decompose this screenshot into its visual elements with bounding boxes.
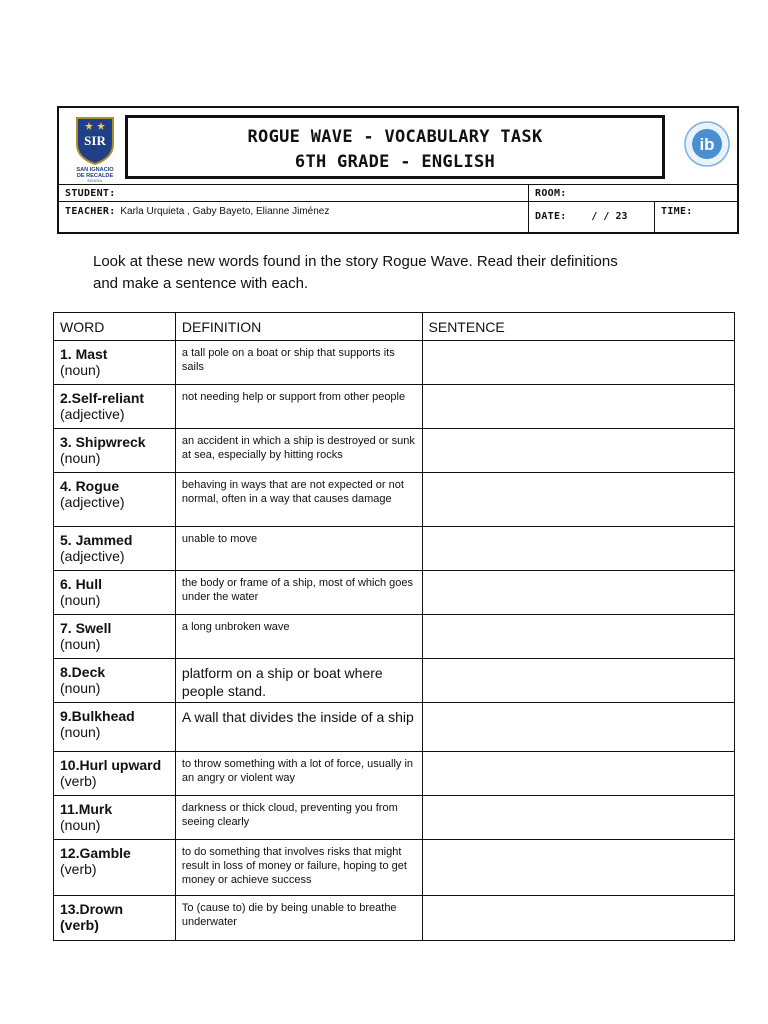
sentence-cell[interactable] <box>422 659 734 703</box>
vocab-word: 4. Rogue <box>60 478 120 494</box>
sentence-cell[interactable] <box>422 896 734 941</box>
student-row <box>59 184 737 202</box>
table-row <box>54 571 735 615</box>
vocab-word: 2.Self-reliant <box>60 390 145 406</box>
part-of-speech: (adjective) <box>60 494 125 510</box>
definition-cell: a tall pole on a boat or ship that supports its sails <box>175 341 422 385</box>
table-row <box>54 615 735 659</box>
svg-text:SCHOOL: SCHOOL <box>87 179 103 183</box>
word-cell <box>54 752 176 796</box>
table-row <box>54 796 735 840</box>
definition-cell: to throw something with a lot of force, usually in an angry or violent way <box>175 752 422 796</box>
part-of-speech: (verb) <box>60 861 97 877</box>
part-of-speech: (adjective) <box>60 548 125 564</box>
word-cell <box>54 385 176 429</box>
definition-cell: behaving in ways that are not expected or not normal, often in a way that causes damage <box>175 473 422 527</box>
definition-cell: platform on a ship or boat where people stand. <box>175 659 422 703</box>
part-of-speech: (noun) <box>60 362 101 378</box>
teacher-field <box>59 202 529 233</box>
definition-cell: a long unbroken wave <box>175 615 422 659</box>
sentence-cell[interactable] <box>422 703 734 752</box>
worksheet-header <box>57 106 739 234</box>
vocabulary-table <box>53 312 735 941</box>
vocab-word: 12.Gamble <box>60 845 131 861</box>
definition-cell: to do something that involves risks that might result in loss of money or failure, hoping to get money or achieve success <box>175 840 422 896</box>
word-cell <box>54 840 176 896</box>
sentence-cell[interactable] <box>422 473 734 527</box>
definition-cell: an accident in which a ship is destroyed or sunk at sea, especially by hitting rocks <box>175 429 422 473</box>
word-cell <box>54 896 176 941</box>
vocab-word: 7. Swell <box>60 620 112 636</box>
ib-logo <box>683 120 731 168</box>
word-cell <box>54 615 176 659</box>
part-of-speech: (noun) <box>60 680 101 696</box>
vocab-word: 9.Bulkhead <box>60 708 135 724</box>
room-field[interactable] <box>529 185 737 202</box>
table-row <box>54 527 735 571</box>
word-cell <box>54 527 176 571</box>
vocab-word: 11.Murk <box>60 801 113 817</box>
time-label: TIME: <box>661 206 693 217</box>
part-of-speech: (noun) <box>60 817 101 833</box>
header-word: WORD <box>54 313 176 341</box>
table-row <box>54 473 735 527</box>
page-subtitle: 6TH GRADE - ENGLISH <box>294 152 496 172</box>
part-of-speech: (noun) <box>60 592 101 608</box>
table-row <box>54 385 735 429</box>
vocab-word: 6. Hull <box>60 576 103 592</box>
table-header-row <box>54 313 735 341</box>
part-of-speech: (verb) <box>60 773 97 789</box>
vocab-word: 10.Hurl upward <box>60 757 162 773</box>
sentence-cell[interactable] <box>422 527 734 571</box>
table-row <box>54 429 735 473</box>
part-of-speech: (noun) <box>60 636 101 652</box>
word-cell <box>54 571 176 615</box>
word-cell <box>54 341 176 385</box>
definition-cell: unable to move <box>175 527 422 571</box>
header-definition: DEFINITION <box>175 313 422 341</box>
sentence-cell[interactable] <box>422 341 734 385</box>
vocab-word: 5. Jammed <box>60 532 133 548</box>
sentence-cell[interactable] <box>422 385 734 429</box>
date-field[interactable] <box>529 202 655 233</box>
sentence-cell[interactable] <box>422 796 734 840</box>
teacher-label: TEACHER: <box>65 206 116 217</box>
part-of-speech: (noun) <box>60 724 101 740</box>
header-sentence: SENTENCE <box>422 313 734 341</box>
vocab-word: 3. Shipwreck <box>60 434 146 450</box>
definition-cell: darkness or thick cloud, preventing you from seeing clearly <box>175 796 422 840</box>
svg-text:SIR: SIR <box>84 133 106 148</box>
school-crest-logo <box>65 114 125 184</box>
word-cell <box>54 796 176 840</box>
definition-cell: the body or frame of a ship, most of which goes under the water <box>175 571 422 615</box>
room-label: ROOM: <box>535 188 567 199</box>
table-row <box>54 703 735 752</box>
table-row <box>54 752 735 796</box>
table-row <box>54 659 735 703</box>
teacher-row <box>59 201 737 233</box>
student-field[interactable] <box>59 185 529 202</box>
vocab-word: 1. Mast <box>60 346 108 362</box>
svg-text:DE RECALDE: DE RECALDE <box>76 173 114 179</box>
date-label: DATE: <box>535 211 567 222</box>
word-cell <box>54 659 176 703</box>
word-cell <box>54 429 176 473</box>
date-value: / / 23 <box>591 211 628 222</box>
page-title: ROGUE WAVE - VOCABULARY TASK <box>247 127 543 147</box>
sentence-cell[interactable] <box>422 752 734 796</box>
instructions: Look at these new words found in the story Rogue Wave. Read their definitions and make a sentence with each. <box>93 253 618 292</box>
part-of-speech: (adjective) <box>60 406 125 422</box>
word-cell <box>54 703 176 752</box>
sentence-cell[interactable] <box>422 615 734 659</box>
title-box <box>125 115 665 179</box>
part-of-speech: (verb) <box>60 917 99 933</box>
definition-cell: To (cause to) die by being unable to breathe underwater <box>175 896 422 941</box>
svg-text:SAN IGNACIO: SAN IGNACIO <box>76 167 114 173</box>
part-of-speech: (noun) <box>60 450 101 466</box>
student-label: STUDENT: <box>65 188 116 199</box>
table-row <box>54 840 735 896</box>
time-field[interactable] <box>655 202 737 233</box>
definition-cell: A wall that divides the inside of a ship <box>175 703 422 752</box>
definition-cell: not needing help or support from other people <box>175 385 422 429</box>
sentence-cell[interactable] <box>422 571 734 615</box>
sentence-cell[interactable] <box>422 840 734 896</box>
table-row <box>54 341 735 385</box>
vocab-word: 13.Drown <box>60 901 124 917</box>
word-cell <box>54 473 176 527</box>
vocab-word: 8.Deck <box>60 664 106 680</box>
teacher-names: Karla Urquieta , Gaby Bayeto, Elianne Jiménez <box>120 206 330 217</box>
svg-text:ib: ib <box>699 135 715 154</box>
table-row <box>54 896 735 941</box>
sentence-cell[interactable] <box>422 429 734 473</box>
